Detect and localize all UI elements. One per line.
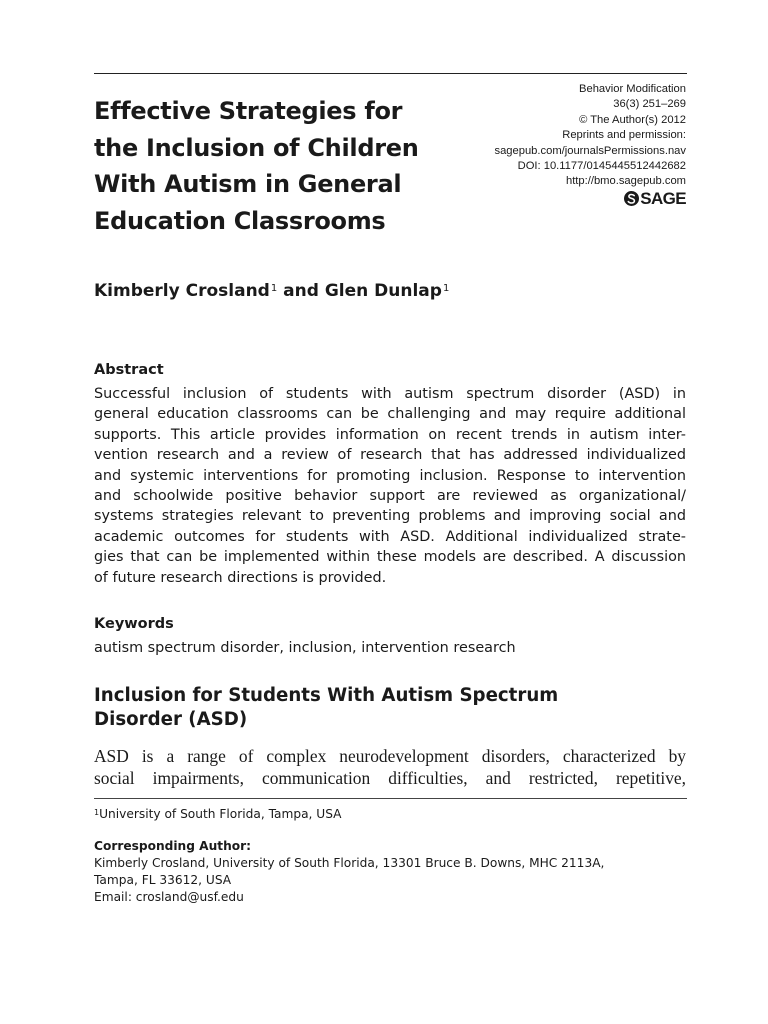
footnote-rule	[94, 798, 687, 799]
article-title	[94, 93, 474, 239]
corresponding-line: Tampa, FL 33612, USA	[94, 873, 232, 887]
abstract-line: vention research and a review of research that has addressed individualized	[94, 447, 686, 464]
section-heading-line: Inclusion for Students With Autism Spectrum	[94, 685, 559, 706]
abstract-line: supports. This article provides information on recent trends in autism inter-	[94, 426, 686, 443]
reprints-label: Reprints and permission:	[562, 129, 686, 142]
abstract-line: and schoolwide positive behavior support are reviewed as organizational/	[94, 488, 686, 505]
body-line: social impairments, communication difficulties, and restricted, repetitive,	[94, 768, 686, 788]
volume-pages: 36(3) 251–269	[613, 98, 686, 111]
author-list	[94, 280, 449, 302]
keywords-text: autism spectrum disorder, inclusion, intervention research	[94, 640, 516, 656]
section-heading-line: Disorder (ASD)	[94, 709, 248, 730]
abstract-text	[94, 384, 686, 588]
affiliation-footnote	[94, 806, 342, 823]
title-line: the Inclusion of Children	[94, 133, 419, 162]
title-line: Effective Strategies for	[94, 97, 403, 125]
permissions-url: sagepub.com/journalsPermissions.nav	[494, 144, 686, 157]
abstract-heading: Abstract	[94, 362, 164, 378]
abstract-line: of future research directions is provided.	[94, 569, 387, 586]
copyright: © The Author(s) 2012	[579, 113, 686, 126]
keywords-heading: Keywords	[94, 616, 174, 632]
abstract-line: and systemic interventions for promoting inclusion. Response to intervention	[94, 467, 686, 484]
journal-meta	[426, 82, 686, 211]
affiliation-text: University of South Florida, Tampa, USA	[99, 807, 342, 821]
journal-name: Behavior Modification	[579, 83, 686, 95]
journal-url: http://bmo.sagepub.com	[565, 175, 686, 188]
corresponding-line: Kimberly Crosland, University of South Florida, 13301 Bruce B. Downs, MHC 2113A,	[94, 856, 605, 870]
abstract-line: Successful inclusion of students with autism spectrum disorder (ASD) in	[94, 386, 686, 402]
corresponding-author-details	[94, 855, 604, 906]
author-connector: and	[277, 281, 325, 301]
affiliation-marker: 1	[442, 283, 450, 294]
doi: DOI: 10.1177/0145445512442682	[517, 160, 686, 173]
affiliation-marker: 1	[94, 808, 100, 817]
author-name: Kimberly Crosland	[94, 281, 270, 301]
corresponding-email[interactable]: Email: crosland@usf.edu	[94, 890, 244, 904]
sage-logo-icon	[624, 191, 639, 206]
section-heading	[94, 684, 654, 732]
sage-logo-text: SAGE	[640, 188, 686, 208]
body-line: ASD is a range of complex neurodevelopment disorders, characterized by	[94, 746, 686, 766]
affiliation-marker: 1	[270, 283, 278, 294]
abstract-line: systems strategies relevant to preventing problems and improving social and	[94, 508, 686, 525]
body-paragraph	[94, 745, 686, 789]
title-line: Education Classrooms	[94, 206, 386, 235]
abstract-line: gies that can be implemented within these models are described. A discussion	[94, 549, 686, 566]
abstract-line: academic outcomes for students with ASD. Additional individualized strate-	[94, 528, 686, 545]
abstract-line: general education classrooms can be challenging and may require additional	[94, 406, 686, 423]
corresponding-author-heading: Corresponding Author:	[94, 839, 252, 853]
top-rule	[94, 73, 687, 74]
sage-logo	[624, 188, 686, 208]
title-line: With Autism in General	[94, 170, 402, 198]
author-name: Glen Dunlap	[324, 281, 442, 301]
